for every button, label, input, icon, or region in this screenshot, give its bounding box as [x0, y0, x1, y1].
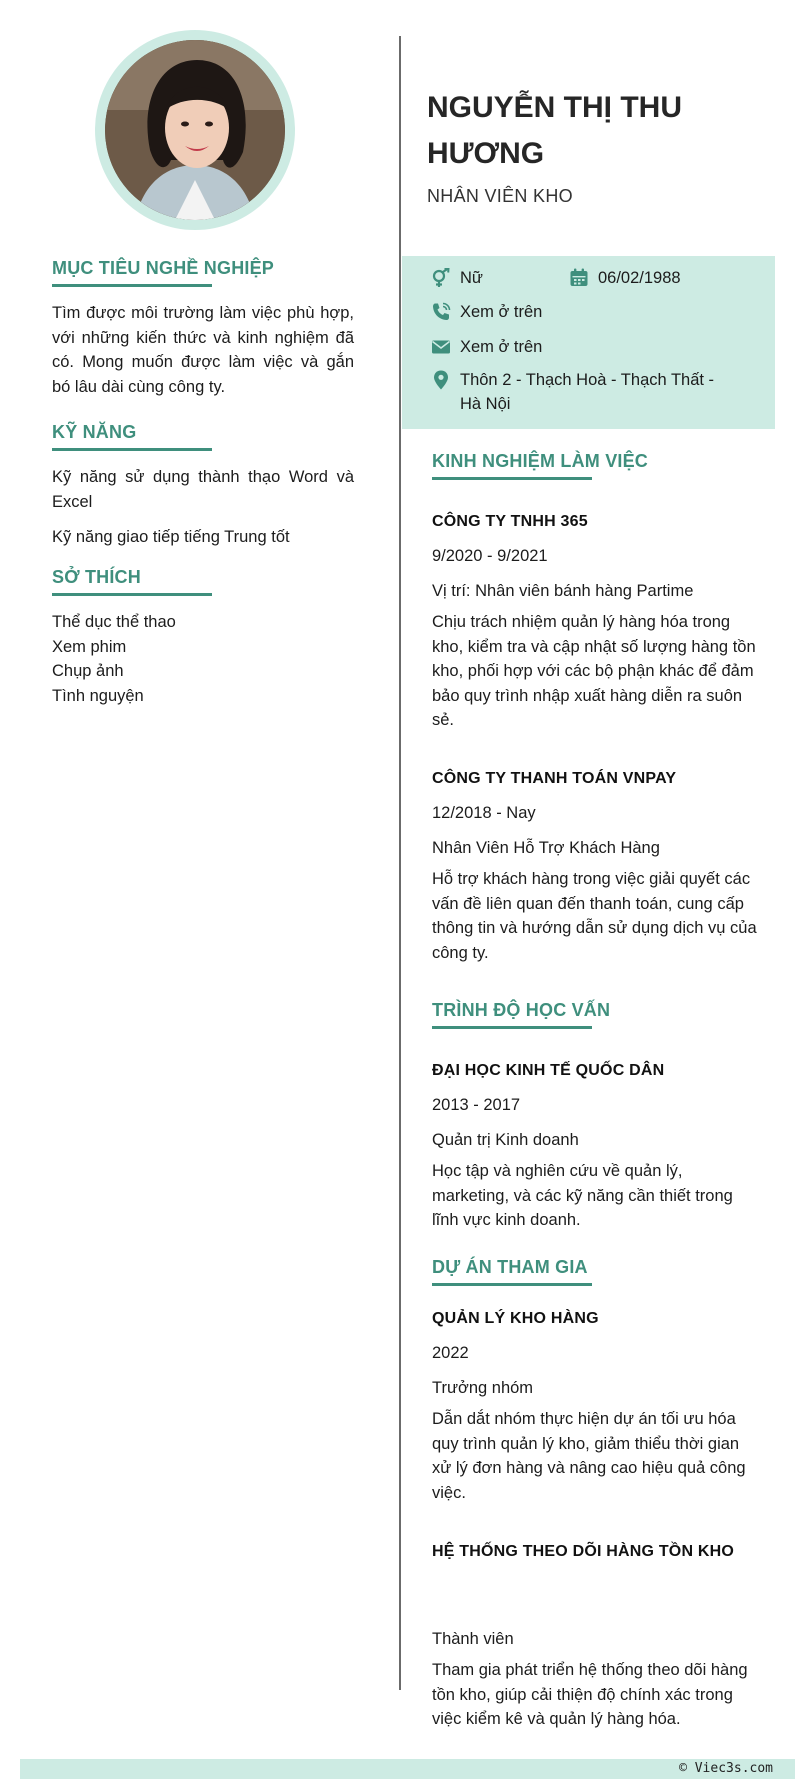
career-goal-line: với những kiến thức và kinh nghiệm đã — [52, 328, 354, 347]
candidate-name-line: HƯƠNG — [427, 137, 545, 170]
study-major: Quản trị Kinh doanh — [432, 1131, 579, 1149]
job-title: NHÂN VIÊN KHO — [427, 186, 573, 206]
work-description: Chịu trách nhiệm quản lý hàng hóa trong kho, kiểm tra và cập nhật số lượng hàng tồn kho, phối hợp với các bộ phận khác để đảm bảo quy trình nhập xuất hàng diễn ra suôn sẻ. — [432, 613, 756, 729]
study-description: Học tập và nghiên cứu về quản lý, marketing, và các kỹ năng cần thiết trong lĩnh vực kinh doanh. — [432, 1162, 733, 1229]
skills-underline — [52, 448, 212, 451]
project-period: 2022 — [432, 1344, 469, 1362]
career-goal-text — [52, 301, 354, 399]
career-goal-section — [52, 258, 354, 399]
career-goal-line: Tìm được môi trường làm việc phù hợp, — [52, 304, 354, 322]
hobbies-section — [52, 567, 354, 708]
address-line: Thôn 2 - Thạch Hoà - Thạch Thất - — [460, 371, 715, 389]
career-goal-line: có. Mong muốn được làm việc và gắn — [52, 353, 354, 371]
project-role: Thành viên — [432, 1630, 514, 1648]
avatar-ring — [95, 30, 295, 230]
project-name: HỆ THỐNG THEO DÕI HÀNG TỒN KHO — [432, 1543, 734, 1560]
email-value: Xem ở trên — [460, 338, 543, 356]
envelope-icon — [430, 336, 452, 358]
candidate-name-line: NGUYỄN THỊ THU — [427, 91, 682, 124]
education-title: TRÌNH ĐỘ HỌC VẤN — [432, 1000, 611, 1020]
work-description: Hỗ trợ khách hàng trong việc giải quyết các vấn đề liên quan đến thanh toán, cung cấp thông tin và hướng dẫn sử dụng dịch vụ của công ty. — [432, 870, 757, 962]
project-description: Dẫn dắt nhóm thực hiện dự án tối ưu hóa quy trình quản lý kho, giảm thiểu thời gian xử lý đơn hàng và nâng cao hiệu quả công việc. — [432, 1410, 746, 1502]
hobby-item: Xem phim — [52, 637, 127, 656]
hobby-item: Chụp ảnh — [52, 662, 124, 680]
phone-value: Xem ở trên — [460, 303, 543, 321]
education-section — [432, 1000, 762, 1029]
experience-item — [432, 513, 762, 733]
hobby-item: Thể dục thể thao — [52, 613, 176, 631]
footer-bar — [20, 1759, 795, 1779]
hobbies-title: SỞ THÍCH — [52, 567, 141, 587]
company-name: CÔNG TY THANH TOÁN VNPAY — [432, 770, 677, 787]
address-line: Hà Nội — [460, 395, 511, 413]
email-row — [430, 335, 542, 359]
contact-info-panel — [402, 256, 775, 429]
projects-title: DỰ ÁN THAM GIA — [432, 1257, 588, 1277]
work-position: Vị trí: Nhân viên bánh hàng Partime — [432, 582, 694, 600]
work-period: 12/2018 - Nay — [432, 804, 536, 822]
phone-row — [430, 300, 542, 324]
address-row — [430, 368, 714, 416]
location-pin-icon — [430, 369, 452, 391]
hobbies-underline — [52, 593, 212, 596]
experience-title: KINH NGHIỆM LÀM VIỆC — [432, 451, 649, 471]
skills-section — [52, 422, 354, 550]
school-name: ĐẠI HỌC KINH TẾ QUỐC DÂN — [432, 1062, 665, 1079]
address-value — [460, 368, 714, 416]
project-description: Tham gia phát triển hệ thống theo dõi hàng tồn kho, giúp cải thiện độ chính xác trong việc kiểm kê và quản lý hàng hóa. — [432, 1661, 748, 1728]
education-underline — [432, 1026, 592, 1029]
birthday-row — [568, 266, 681, 290]
project-item — [432, 1543, 762, 1732]
project-item — [432, 1310, 762, 1505]
column-divider — [399, 36, 401, 1690]
birthday-value: 06/02/1988 — [598, 269, 681, 287]
gender-value: Nữ — [460, 269, 483, 287]
project-role: Trưởng nhóm — [432, 1379, 534, 1397]
project-name: QUẢN LÝ KHO HÀNG — [432, 1310, 599, 1327]
work-position: Nhân Viên Hỗ Trợ Khách Hàng — [432, 839, 660, 857]
skill-item: Kỹ năng sử dụng thành thạo Word và Excel — [52, 468, 354, 511]
avatar-photo — [105, 40, 285, 220]
hobby-item: Tình nguyện — [52, 686, 144, 705]
candidate-name — [427, 85, 757, 177]
phone-icon — [430, 301, 452, 323]
education-item — [432, 1062, 762, 1233]
skill-item: Kỹ năng giao tiếp tiếng Trung tốt — [52, 528, 290, 546]
calendar-icon — [568, 267, 590, 289]
career-goal-title: MỤC TIÊU NGHỀ NGHIỆP — [52, 258, 275, 278]
gender-row — [430, 266, 483, 290]
experience-item — [432, 770, 762, 965]
projects-section — [432, 1257, 762, 1286]
career-goal-line: bó lâu dài cùng công ty. — [52, 377, 226, 396]
project-period — [432, 1577, 762, 1596]
footer-copyright: © Viec3s.com — [679, 1761, 773, 1776]
skills-title: KỸ NĂNG — [52, 422, 137, 442]
gender-icon — [430, 267, 452, 289]
experience-section — [432, 451, 762, 480]
projects-underline — [432, 1283, 592, 1286]
career-goal-underline — [52, 284, 212, 287]
work-period: 9/2020 - 9/2021 — [432, 547, 548, 565]
experience-underline — [432, 477, 592, 480]
company-name: CÔNG TY TNHH 365 — [432, 513, 588, 530]
avatar — [105, 40, 285, 220]
study-period: 2013 - 2017 — [432, 1096, 521, 1114]
